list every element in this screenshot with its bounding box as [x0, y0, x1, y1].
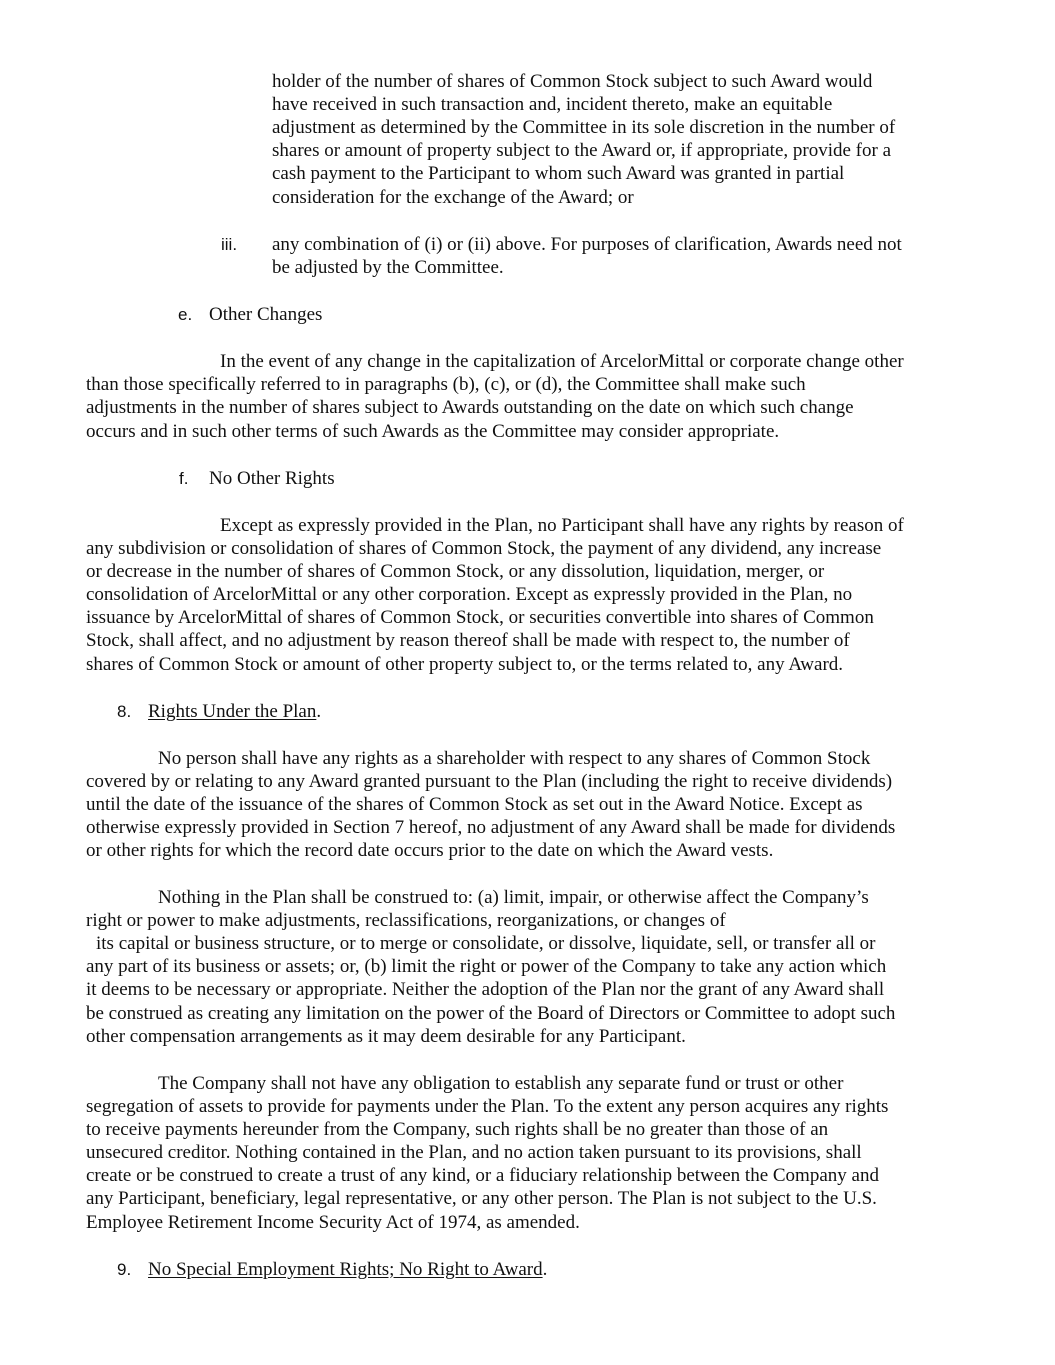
text-line: its capital or business structure, or to merge or consolidate, or dissolve, liquidate, sell, or transfer all or: [96, 933, 876, 954]
text-line: No person shall have any rights as a shareholder with respect to any shares of Common Stock: [158, 748, 871, 769]
text-line: unsecured creditor. Nothing contained in the Plan, and no action taken pursuant to its provisions, shall: [86, 1142, 862, 1163]
section-marker: f.: [179, 469, 189, 488]
text-line: occurs and in such other terms of such Awards as the Committee may consider appropriate.: [86, 421, 780, 442]
text-line: covered by or relating to any Award granted pursuant to the Plan (including the right to receive dividends): [86, 771, 893, 792]
section-marker: 9.: [117, 1260, 132, 1279]
text-line: consideration for the exchange of the Award; or: [272, 187, 634, 208]
text-line: right or power to make adjustments, reclassifications, reorganizations, or changes of: [86, 910, 726, 931]
section-heading-period: .: [316, 701, 322, 722]
section-heading: [148, 1258, 547, 1281]
text-line: any subdivision or consolidation of shares of Common Stock, the payment of any dividend, any increase: [86, 538, 882, 559]
section-marker: e.: [178, 305, 193, 324]
text-line: segregation of assets to provide for payments under the Plan. To the extent any person acquires any rights: [86, 1096, 889, 1117]
section-marker: 8.: [117, 702, 132, 721]
section-heading: Other Changes: [209, 304, 323, 325]
text-line: Employee Retirement Income Security Act of 1974, as amended.: [86, 1212, 580, 1233]
text-line: issuance by ArcelorMittal of shares of Common Stock, or securities convertible into shares of Common: [86, 607, 874, 628]
text-line: any combination of (i) or (ii) above. For purposes of clarification, Awards need not: [272, 234, 902, 255]
text-line: other compensation arrangements as it may deem desirable for any Participant.: [86, 1026, 686, 1047]
text-line: In the event of any change in the capitalization of ArcelorMittal or corporate change other: [220, 351, 904, 372]
text-line: shares or amount of property subject to the Award or, if appropriate, provide for a: [272, 140, 892, 161]
text-line: holder of the number of shares of Common Stock subject to such Award would: [272, 71, 873, 92]
text-line: any part of its business or assets; or, (b) limit the right or power of the Company to take any action which: [86, 956, 887, 977]
text-line: Except as expressly provided in the Plan, no Participant shall have any rights by reason of: [220, 515, 904, 536]
text-line: Nothing in the Plan shall be construed to: (a) limit, impair, or otherwise affect the Company’s: [158, 887, 869, 908]
section-heading-period: .: [542, 1259, 548, 1280]
text-line: consolidation of ArcelorMittal or any other corporation. Except as expressly provided in the Plan, no: [86, 584, 853, 605]
text-line: Stock, shall affect, and no adjustment by reason thereof shall be made with respect to, the number of: [86, 630, 850, 651]
section-heading-title: No Special Employment Rights; No Right to Award: [148, 1259, 543, 1280]
text-line: adjustments in the number of shares subject to Awards outstanding on the date on which such change: [86, 397, 854, 418]
text-line: adjustment as determined by the Committee in its sole discretion in the number of: [272, 117, 896, 138]
text-line: it deems to be necessary or appropriate. Neither the adoption of the Plan nor the grant of any Award shall: [86, 979, 885, 1000]
text-line: to receive payments hereunder from the Company, such rights shall be no greater than those of an: [86, 1119, 829, 1140]
text-line: any Participant, beneficiary, legal representative, or any other person. The Plan is not subject to the U.S.: [86, 1188, 877, 1209]
text-line: have received in such transaction and, incident thereto, make an equitable: [272, 94, 833, 115]
text-line: cash payment to the Participant to whom such Award was granted in partial: [272, 163, 845, 184]
text-line: The Company shall not have any obligation to establish any separate fund or trust or other: [158, 1073, 844, 1094]
text-line: be construed as creating any limitation on the power of the Board of Directors or Committee to adopt such: [86, 1003, 896, 1024]
section-heading: No Other Rights: [209, 468, 335, 489]
section-heading: [148, 700, 321, 723]
text-line: or other rights for which the record date occurs prior to the date on which the Award vests.: [86, 840, 774, 861]
text-line: be adjusted by the Committee.: [272, 257, 504, 278]
text-line: than those specifically referred to in paragraphs (b), (c), or (d), the Committee shall make such: [86, 374, 806, 395]
list-marker: iii.: [221, 235, 238, 254]
text-line: shares of Common Stock or amount of other property subject to, or the terms related to, any Award.: [86, 654, 844, 675]
text-line: create or be construed to create a trust of any kind, or a fiduciary relationship between the Company and: [86, 1165, 879, 1186]
text-line: or decrease in the number of shares of Common Stock, or any dissolution, liquidation, merger, or: [86, 561, 825, 582]
section-heading-title: Rights Under the Plan: [148, 701, 317, 722]
text-line: otherwise expressly provided in Section 7 hereof, no adjustment of any Award shall be made for dividends: [86, 817, 896, 838]
text-line: until the date of the issuance of the shares of Common Stock as set out in the Award Notice. Except as: [86, 794, 863, 815]
